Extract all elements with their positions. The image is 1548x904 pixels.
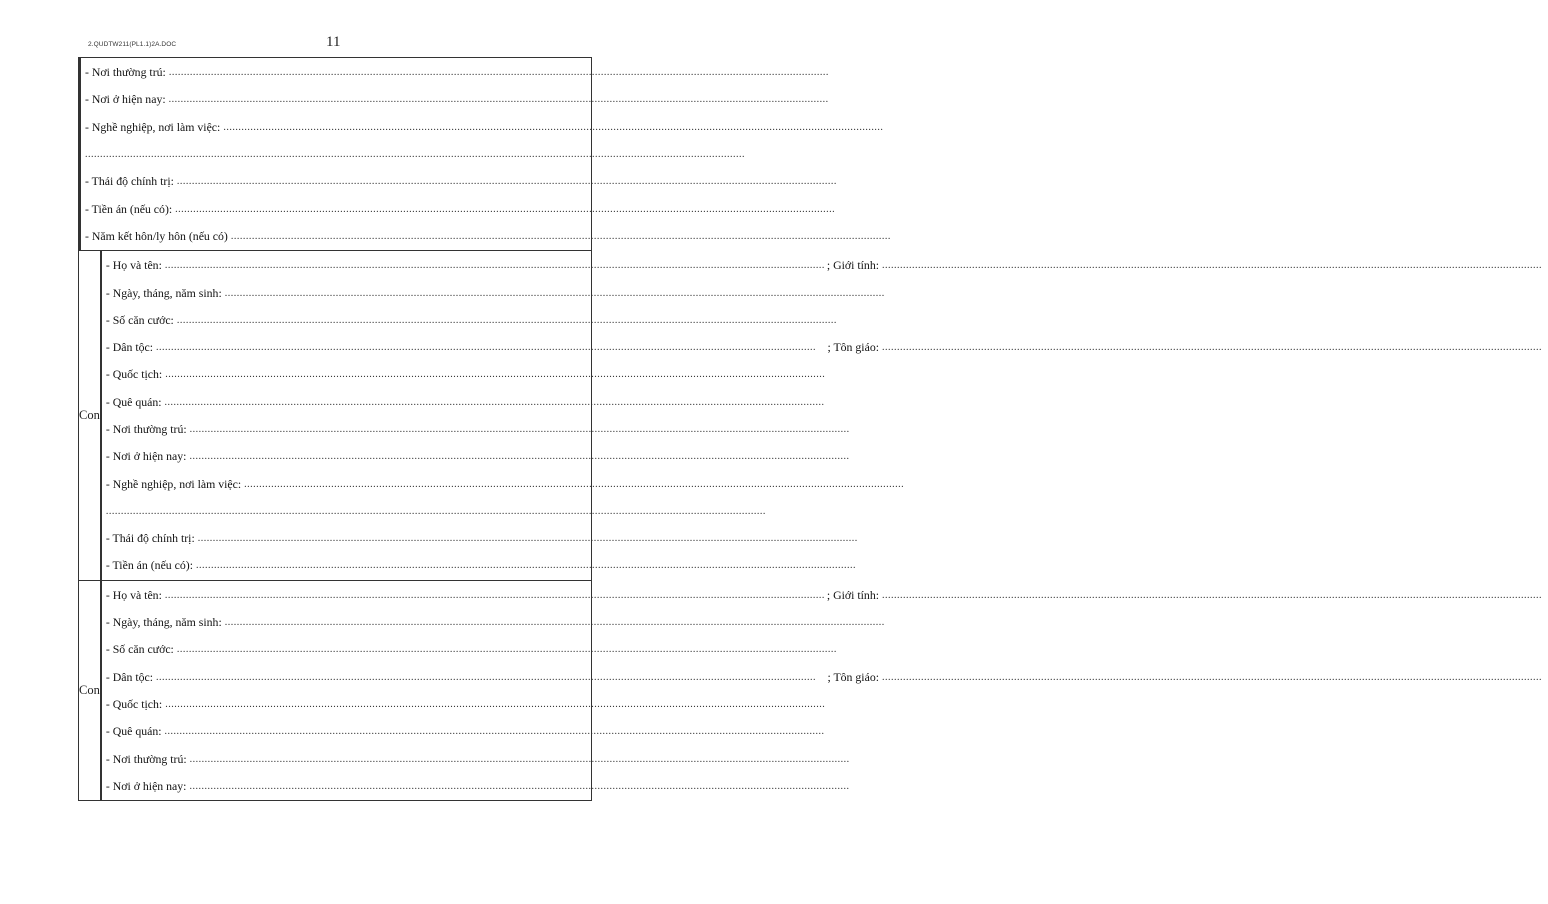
fill-in-dots: ............................................................................................................................................................................................................................	[244, 478, 905, 490]
field-label: - Thái độ chính trị:	[105, 531, 195, 546]
field-list	[102, 251, 1548, 580]
fill-in-dots: ............................................................................................................................................................................................................................	[196, 560, 856, 572]
field-label: - Thái độ chính trị:	[85, 174, 174, 189]
field-label: - Số căn cước:	[105, 642, 174, 657]
form-field-line[interactable]	[106, 470, 1542, 497]
fill-in-dots: ............................................................................................................................................................................................................................	[224, 287, 885, 299]
field-label: - Quốc tịch:	[105, 696, 163, 711]
form-section	[79, 250, 1542, 580]
fill-in-dots: ............................................................................................................................................................................................................................	[882, 671, 1542, 683]
fill-in-dots: ............................................................................................................................................................................................................................	[176, 644, 837, 656]
field-label: - Quê quán:	[105, 724, 162, 739]
field-label: - Nơi thường trú:	[105, 751, 187, 766]
form-field-line[interactable]	[106, 609, 1542, 636]
fill-in-dots: ............................................................................................................................................................................................................................	[105, 505, 766, 517]
form-field-line[interactable]	[85, 59, 891, 86]
fill-in-dots: ............................................................................................................................................................................................................................	[882, 260, 1542, 272]
fill-in-dots: ............................................................................................................................................................................................................................	[882, 342, 1542, 354]
form-section	[79, 580, 1542, 800]
field-label: - Quê quán:	[105, 394, 162, 409]
field-label: - Tiền án (nếu có):	[105, 558, 193, 573]
form-field-line[interactable]	[106, 252, 1542, 279]
fill-in-dots: ............................................................................................................................................................................................................................	[224, 617, 885, 629]
fill-in-dots: ............................................................................................................................................................................................................................	[176, 314, 837, 326]
field-label-secondary: ; Giới tính:	[826, 258, 879, 273]
field-label-secondary: ; Tôn giáo:	[827, 340, 879, 355]
form-field-line[interactable]	[106, 307, 1542, 334]
fill-in-dots: ............................................................................................................................................................................................................................	[223, 121, 884, 133]
field-label: - Số căn cước:	[105, 312, 174, 327]
form-field-line[interactable]	[106, 773, 1542, 800]
form-field-line[interactable]	[106, 552, 1542, 579]
field-label: - Dân tộc:	[105, 669, 154, 684]
fill-in-dots: ............................................................................................................................................................................................................................	[230, 230, 891, 242]
field-label: - Nơi thường trú:	[85, 65, 166, 80]
personal-info-form	[78, 57, 1542, 801]
document-code: 2.QUDTW211(PL1.1)2A.DOC	[88, 41, 177, 48]
relation-label: Con	[79, 251, 101, 580]
form-field-line[interactable]	[106, 582, 1542, 609]
field-label: - Nghề nghiệp, nơi làm việc:	[105, 476, 242, 491]
page-number: 11	[326, 34, 341, 50]
field-label: - Ngày, tháng, năm sinh:	[105, 615, 222, 630]
fill-in-dots: ............................................................................................................................................................................................................................	[164, 396, 825, 408]
form-field-line[interactable]	[106, 389, 1542, 416]
relation-label: Con	[79, 581, 101, 800]
fill-in-dots: ............................................................................................................................................................................................................................	[165, 698, 826, 710]
form-field-line[interactable]	[106, 691, 1542, 718]
form-field-line[interactable]	[106, 664, 1542, 691]
form-field-line[interactable]	[85, 223, 891, 250]
fill-in-dots: ............................................................................................................................................................................................................................	[164, 260, 825, 272]
fill-in-dots: ............................................................................................................................................................................................................................	[189, 753, 850, 765]
form-field-line[interactable]	[106, 525, 1542, 552]
fill-in-dots: ............................................................................................................................................................................................................................	[85, 149, 745, 161]
field-label: - Năm kết hôn/ly hôn (nếu có)	[85, 228, 228, 243]
field-label: - Nơi thường trú:	[105, 422, 187, 436]
field-label: - Nơi ở hiện nay:	[105, 449, 187, 464]
fill-in-dots: ............................................................................................................................................................................................................................	[165, 369, 826, 381]
field-label: - Họ và tên:	[105, 587, 162, 602]
fill-in-dots: ............................................................................................................................................................................................................................	[189, 451, 850, 463]
form-field-line[interactable]	[85, 86, 891, 113]
form-field-line[interactable]	[106, 334, 1542, 361]
field-label-secondary: ; Giới tính:	[826, 587, 879, 602]
fill-in-dots: ............................................................................................................................................................................................................................	[882, 589, 1542, 601]
fill-in-dots: ............................................................................................................................................................................................................................	[189, 780, 850, 792]
field-label: - Nghề nghiệp, nơi làm việc:	[85, 119, 221, 134]
form-field-line[interactable]	[85, 114, 891, 141]
form-field-line[interactable]	[106, 416, 1542, 443]
form-field-line[interactable]	[106, 636, 1542, 663]
form-field-line[interactable]	[106, 745, 1542, 772]
form-field-line[interactable]	[106, 443, 1542, 470]
field-label: - Họ và tên:	[105, 258, 162, 273]
fill-in-dots: ............................................................................................................................................................................................................................	[168, 94, 829, 106]
fill-in-dots: ............................................................................................................................................................................................................................	[189, 424, 850, 435]
field-list	[102, 581, 1548, 800]
fill-in-dots: ............................................................................................................................................................................................................................	[164, 726, 825, 738]
form-section	[79, 58, 891, 250]
field-label: - Nơi ở hiện nay:	[85, 92, 166, 107]
field-label: - Nơi ở hiện nay:	[105, 778, 187, 793]
form-field-line[interactable]	[106, 718, 1542, 745]
fill-in-dots: ............................................................................................................................................................................................................................	[175, 203, 836, 215]
fill-in-dots: ............................................................................................................................................................................................................................	[156, 671, 817, 683]
field-label: - Tiền án (nếu có):	[85, 201, 173, 216]
form-field-line[interactable]	[106, 498, 1542, 525]
form-field-line[interactable]	[106, 361, 1542, 388]
field-label: - Dân tộc:	[105, 340, 154, 355]
fill-in-dots: ............................................................................................................................................................................................................................	[168, 67, 829, 79]
form-field-line[interactable]	[85, 168, 891, 195]
form-field-line[interactable]	[85, 195, 891, 222]
fill-in-dots: ............................................................................................................................................................................................................................	[176, 176, 837, 188]
form-field-line[interactable]	[85, 141, 891, 168]
field-list	[81, 58, 897, 250]
fill-in-dots: ............................................................................................................................................................................................................................	[164, 589, 825, 601]
field-label-secondary: ; Tôn giáo:	[827, 669, 879, 684]
fill-in-dots: ............................................................................................................................................................................................................................	[156, 342, 817, 354]
form-field-line[interactable]	[106, 279, 1542, 306]
field-label: - Quốc tịch:	[105, 367, 163, 382]
fill-in-dots: ............................................................................................................................................................................................................................	[197, 533, 858, 545]
field-label: - Ngày, tháng, năm sinh:	[105, 285, 222, 300]
